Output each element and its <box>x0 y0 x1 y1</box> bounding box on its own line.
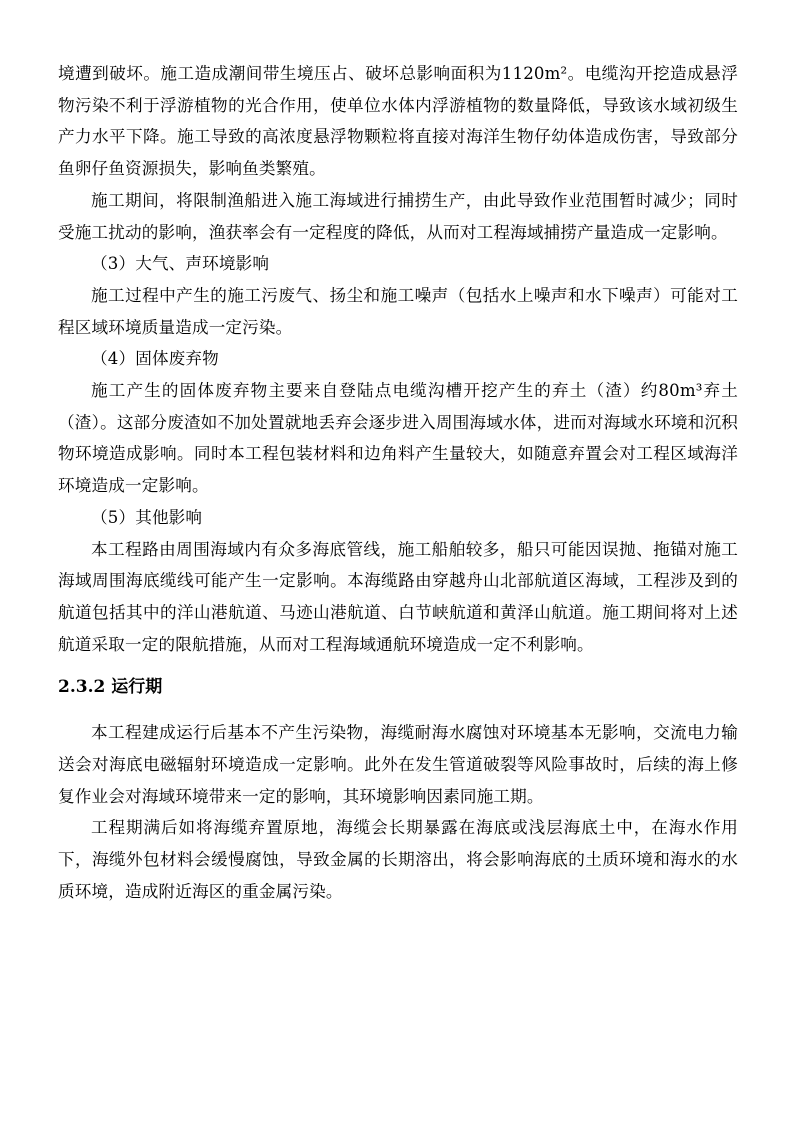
paragraph-habitat-impact: 境遭到破坏。施工造成潮间带生境压占、破坏总影响面积为1120m²。电缆沟开挖造成悬浮物污染不利于浮游植物的光合作用，使单位水体内浮游植物的数量降低，导致该水域初级生产力水平下降。施工导致的高浓度悬浮物颗粒将直接对海洋生物仔幼体造成伤害，导致部分鱼卵仔鱼资源损失，影响鱼类繁殖。 <box>58 64 738 179</box>
paragraph-other-impacts: 本工程路由周围海域内有众多海底管线，施工船舶较多，船只可能因误抛、拖锚对施工海域周围海底缆线可能产生一定影响。本海缆路由穿越舟山北部航道区海域，工程涉及到的航道包括其中的洋山港航道、马迹山港航道、白节峡航道和黄泽山航道。施工期间将对上述航道采取一定的限航措施，从而对工程海域通航环境造成一定不利影响。 <box>58 539 738 654</box>
subheading-solid-waste: （4）固体废弃物 <box>91 349 219 369</box>
section-heading-operation-period: 2.3.2 运行期 <box>58 677 163 698</box>
document-page <box>58 58 738 908</box>
subheading-other-impacts: （5）其他影响 <box>91 507 203 527</box>
paragraph-air-noise: 施工过程中产生的施工污废气、扬尘和施工噪声（包括水上噪声和水下噪声）可能对工程区域环境质量造成一定污染。 <box>58 285 738 337</box>
subheading-air-noise: （3）大气、声环境影响 <box>91 254 270 274</box>
paragraph-fishing-impact: 施工期间，将限制渔船进入施工海域进行捕捞生产，由此导致作业范围暂时减少；同时受施工扰动的影响，渔获率会有一定程度的降低，从而对工程海域捕捞产量造成一定影响。 <box>58 190 738 242</box>
paragraph-solid-waste: 施工产生的固体废弃物主要来自登陆点电缆沟槽开挖产生的弃土（渣）约80m³弃土（渣）。这部分废渣如不加处置就地丢弃会逐步进入周围海域水体，进而对海域水环境和沉积物环境造成影响。同时本工程包装材料和边角料产生量较大，如随意弃置会对工程区域海洋环境造成一定影响。 <box>58 381 738 496</box>
paragraph-operation-impact: 本工程建成运行后基本不产生污染物，海缆耐海水腐蚀对环境基本无影响，交流电力输送会对海底电磁辐射环境造成一定影响。此外在发生管道破裂等风险事故时，后续的海上修复作业会对海域环境带来一定的影响，其环境影响因素同施工期。 <box>58 723 738 806</box>
paragraph-decommission-impact: 工程期满后如将海缆弃置原地，海缆会长期暴露在海底或浅层海底土中，在海水作用下，海缆外包材料会缓慢腐蚀，导致金属的长期溶出，将会影响海底的土质环境和海水的水质环境，造成附近海区的重金属污染。 <box>58 818 738 901</box>
